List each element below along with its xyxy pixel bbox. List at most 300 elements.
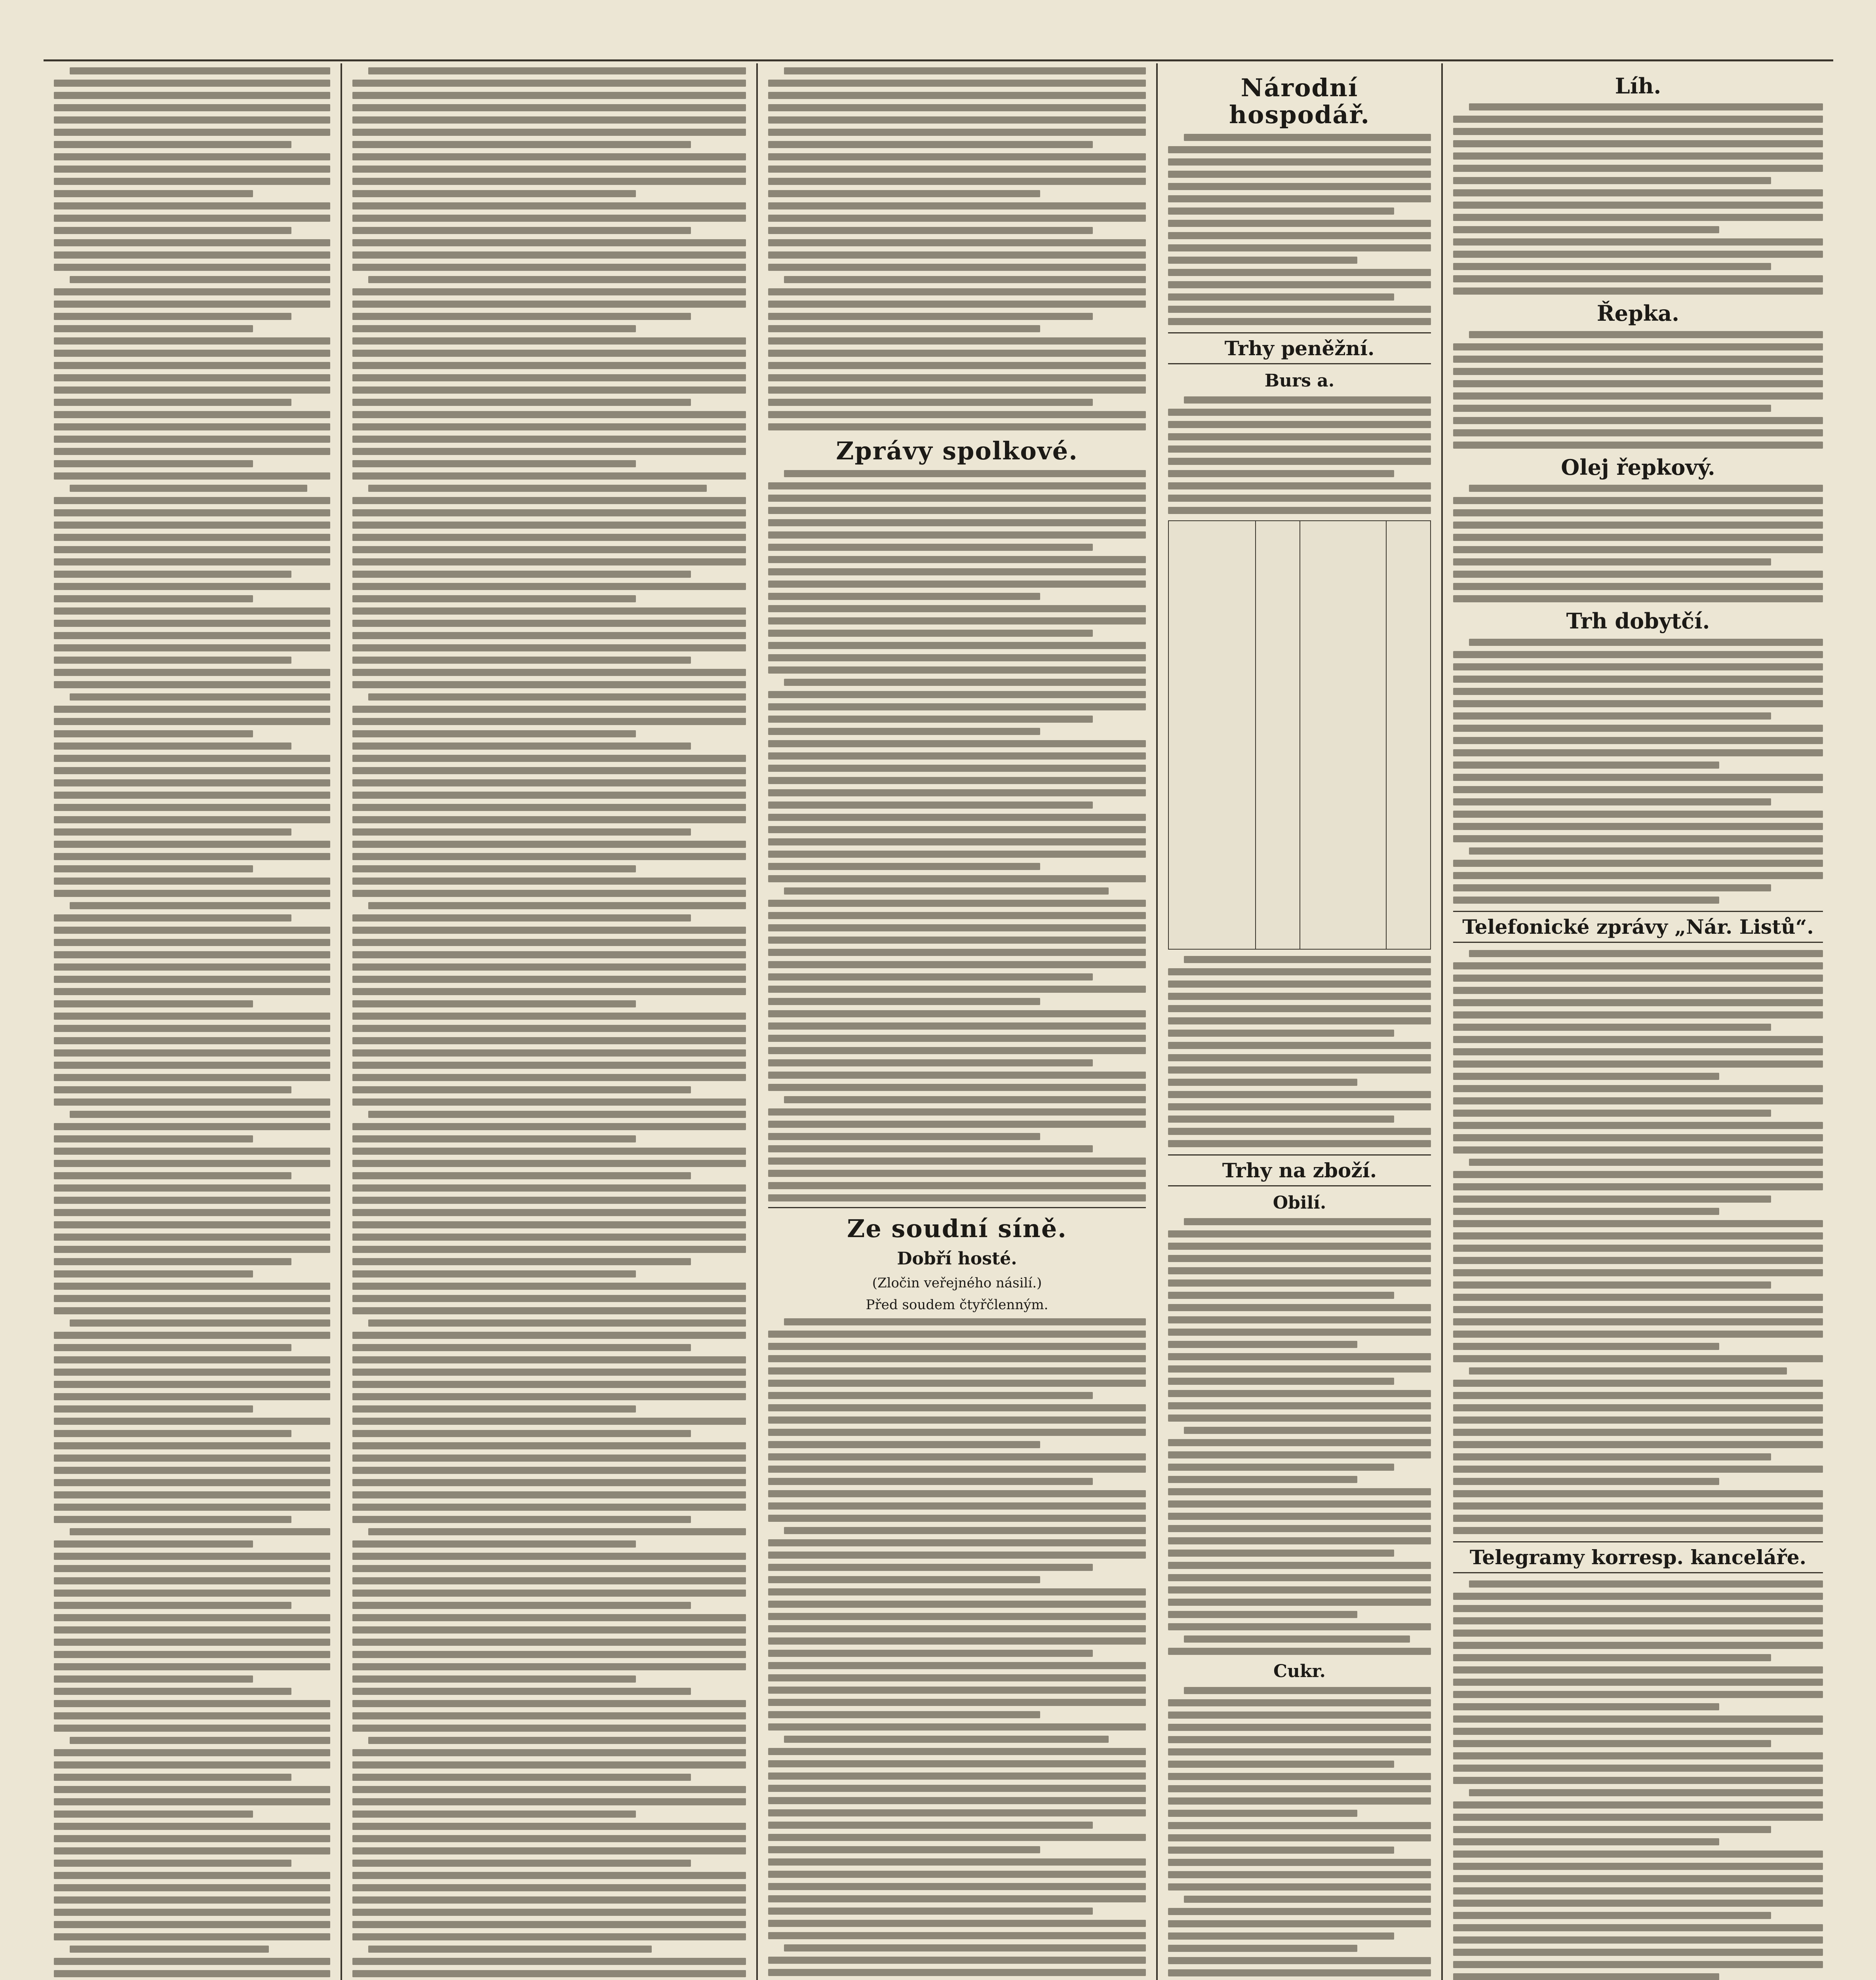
text-line [1168, 1797, 1431, 1805]
text-line [54, 1577, 330, 1584]
text-line [54, 509, 330, 516]
text-line [1453, 897, 1719, 904]
text-line [352, 988, 746, 995]
text-line [54, 657, 291, 664]
text-line [54, 448, 330, 455]
text-line [54, 1602, 291, 1609]
text-line [1168, 293, 1394, 301]
text-line [352, 1074, 746, 1081]
text-line [1168, 1957, 1431, 1964]
text-line [768, 900, 1146, 907]
text-line [54, 534, 330, 541]
text-line [768, 912, 1146, 919]
text-line [1453, 1097, 1823, 1104]
text-line [352, 1847, 746, 1854]
text-line [352, 767, 746, 774]
text-line [1453, 1912, 1771, 1919]
text-line [352, 460, 636, 467]
text-line [352, 1442, 746, 1449]
text-line [352, 632, 746, 639]
text-line [54, 1479, 330, 1486]
text-line [1453, 1171, 1823, 1178]
text-line [768, 544, 1093, 551]
text-line [768, 1920, 1146, 1927]
text-line [54, 1614, 330, 1621]
section-heading-telegramy: Telegramy korresp. kanceláře. [1453, 1541, 1823, 1573]
column-4-text-c [1168, 956, 1431, 1147]
text-line [1168, 1439, 1431, 1446]
text-line [352, 1590, 746, 1597]
text-line [768, 654, 1146, 661]
text-line [768, 1723, 1146, 1731]
text-line [1168, 1969, 1431, 1976]
text-line [768, 1453, 1146, 1460]
text-line [768, 703, 1146, 710]
text-line [352, 1295, 746, 1302]
text-line [768, 765, 1146, 772]
text-line [1168, 1017, 1431, 1024]
text-line [1469, 1367, 1787, 1375]
text-line [54, 976, 330, 983]
text-line [70, 1946, 269, 1953]
text-line [368, 1946, 652, 1953]
text-line [54, 1356, 330, 1363]
text-line [54, 718, 330, 725]
text-line [768, 556, 1146, 563]
text-line [352, 828, 691, 836]
text-line [352, 178, 746, 185]
text-line [352, 104, 746, 111]
text-line [1469, 847, 1823, 855]
text-line [1168, 257, 1357, 264]
text-line [54, 215, 330, 222]
text-line [1453, 1122, 1823, 1129]
text-line [768, 129, 1146, 136]
divider [768, 1207, 1146, 1208]
text-line [1453, 1851, 1823, 1858]
text-line [352, 1455, 746, 1462]
subheading-trh-dobytci: Trh dobytčí. [1566, 608, 1710, 634]
text-line [1453, 392, 1823, 400]
column-4-text-e [1168, 1687, 1431, 1980]
text-line [768, 814, 1146, 821]
text-line [768, 789, 1146, 796]
text-line [768, 1367, 1146, 1375]
text-line [1453, 1691, 1823, 1698]
text-line [54, 1074, 330, 1081]
text-line [54, 350, 330, 357]
text-line [768, 1158, 1146, 1165]
text-line [1453, 1826, 1771, 1833]
text-line [1184, 956, 1431, 963]
text-line [70, 485, 307, 492]
text-line [1453, 442, 1823, 449]
text-line [352, 1516, 691, 1523]
text-line [54, 399, 291, 406]
text-line [768, 691, 1146, 698]
text-line [54, 411, 330, 418]
text-line [768, 961, 1146, 968]
text-line [768, 998, 1040, 1005]
text-line [1168, 1648, 1431, 1655]
text-line [352, 1798, 746, 1805]
text-line [352, 730, 636, 737]
text-line [352, 1283, 746, 1290]
text-line [768, 1662, 1146, 1669]
text-line [70, 1111, 330, 1118]
text-line [54, 1197, 330, 1204]
text-line [1453, 368, 1823, 375]
text-line [54, 865, 253, 872]
text-line [54, 1283, 330, 1290]
text-line [1453, 1380, 1823, 1387]
text-line [352, 669, 746, 676]
text-line [1453, 1429, 1823, 1436]
text-line [768, 1466, 1146, 1473]
text-line [352, 1811, 636, 1818]
text-line [1453, 571, 1823, 578]
text-line [1453, 1715, 1823, 1723]
text-line [54, 1086, 291, 1093]
text-line [768, 740, 1146, 747]
text-line [352, 1356, 746, 1363]
text-line [768, 863, 1040, 870]
text-line [54, 497, 330, 504]
text-line [1168, 1451, 1431, 1458]
text-line [768, 1797, 1146, 1804]
text-line [1453, 1924, 1823, 1931]
text-line [352, 264, 746, 271]
text-line [768, 507, 1146, 514]
text-line [768, 1613, 1146, 1620]
text-line [768, 1380, 1146, 1387]
text-line [54, 1663, 330, 1670]
text-line [1453, 287, 1823, 295]
text-line [1453, 1814, 1823, 1821]
text-line [352, 1184, 746, 1192]
text-line [352, 1172, 691, 1179]
text-line [768, 1022, 1146, 1030]
text-line [1168, 1304, 1431, 1311]
text-line [1453, 1208, 1719, 1215]
text-line [352, 1197, 746, 1204]
text-line [784, 1318, 1146, 1325]
text-line [54, 1712, 330, 1719]
text-line [1184, 1687, 1431, 1694]
text-line [768, 1331, 1146, 1338]
text-line [1453, 1269, 1823, 1276]
text-line [768, 1502, 1146, 1510]
text-line [1168, 1390, 1431, 1397]
text-line [352, 386, 746, 394]
text-line [54, 1847, 330, 1854]
text-line [1168, 1712, 1431, 1719]
text-line [54, 436, 330, 443]
text-line [54, 386, 330, 394]
text-line [1453, 1281, 1771, 1289]
text-line [352, 755, 746, 762]
text-line [352, 571, 691, 578]
text-line [352, 779, 746, 786]
text-line [1453, 725, 1823, 732]
text-line [1168, 146, 1431, 153]
text-line [768, 1539, 1146, 1546]
text-line [368, 485, 707, 492]
text-line [1453, 1048, 1823, 1055]
text-line [768, 313, 1093, 320]
text-line [1453, 1949, 1823, 1956]
text-line [1453, 116, 1823, 123]
text-line [1453, 1900, 1823, 1907]
section-heading-trhy-na-zbozi: Trhy na zboží. [1168, 1154, 1431, 1186]
text-line [784, 67, 1146, 74]
text-line [352, 595, 636, 602]
text-line [352, 1332, 746, 1339]
text-line [1168, 1773, 1431, 1780]
text-line [768, 1687, 1146, 1694]
text-line [1168, 1267, 1431, 1274]
text-line [768, 1576, 1040, 1583]
text-line [1168, 183, 1431, 190]
text-line [768, 166, 1146, 173]
text-line [1168, 1279, 1431, 1287]
text-line [352, 1086, 691, 1093]
text-line [768, 1772, 1146, 1780]
text-line [54, 264, 330, 271]
text-line [768, 1588, 1146, 1595]
text-line [1453, 1073, 1719, 1080]
text-line [352, 1835, 746, 1842]
column-3-text-top [768, 67, 1146, 430]
text-line [1168, 433, 1431, 440]
text-line [54, 742, 291, 750]
text-line [54, 1393, 330, 1400]
text-line [368, 1111, 746, 1118]
text-line [1469, 1159, 1823, 1166]
text-line [54, 1749, 330, 1756]
text-line [54, 988, 330, 995]
text-line [1453, 1777, 1823, 1784]
text-line [1453, 1060, 1823, 1068]
text-line [352, 706, 746, 713]
text-line [352, 116, 746, 124]
text-line [768, 875, 1146, 882]
text-line [1453, 1478, 1719, 1485]
column-4-text-d [1168, 1218, 1431, 1655]
text-line [768, 1637, 1146, 1645]
text-line [1453, 1404, 1823, 1411]
text-line [352, 914, 691, 921]
column-1-text [54, 67, 330, 1980]
text-line [1168, 1103, 1431, 1110]
text-line [54, 1933, 330, 1940]
text-line [768, 568, 1146, 575]
text-line [352, 1725, 746, 1732]
text-line [1453, 546, 1823, 553]
column-5-text-c [1453, 485, 1823, 602]
text-line [54, 804, 330, 811]
text-line [352, 1369, 746, 1376]
text-line [1168, 980, 1431, 988]
text-line [352, 202, 746, 209]
text-line [352, 1135, 636, 1142]
text-line [768, 826, 1146, 833]
text-line [1168, 1476, 1357, 1483]
text-line [1453, 275, 1823, 282]
text-line [1168, 409, 1431, 416]
text-line [1453, 1490, 1823, 1497]
text-line [1168, 1599, 1431, 1606]
text-line [54, 1369, 330, 1376]
text-line [352, 607, 746, 615]
text-line [54, 730, 253, 737]
text-line [54, 1504, 330, 1511]
text-line [352, 1491, 746, 1498]
text-line [1453, 1392, 1823, 1399]
text-line [352, 963, 746, 971]
text-line [768, 1416, 1146, 1424]
text-line [54, 129, 330, 136]
text-line [352, 1405, 636, 1413]
text-line [1453, 1257, 1823, 1264]
text-line [1453, 1183, 1823, 1190]
text-line [1453, 140, 1823, 147]
text-line [54, 558, 330, 565]
text-line [768, 838, 1146, 845]
text-line [54, 1921, 330, 1928]
text-line [54, 1626, 330, 1634]
text-line [1184, 1427, 1431, 1434]
text-line [1453, 1085, 1823, 1092]
text-line [784, 1527, 1146, 1534]
text-line [1168, 195, 1431, 202]
text-line [1453, 1593, 1823, 1600]
text-line [768, 1932, 1146, 1939]
text-line [352, 620, 746, 627]
text-line [784, 276, 1146, 283]
text-line [54, 1823, 330, 1830]
text-line [352, 1970, 746, 1977]
text-line [784, 1096, 1146, 1103]
text-line [54, 706, 330, 713]
text-line [1453, 238, 1823, 246]
text-line [352, 1504, 746, 1511]
text-line [1168, 1316, 1431, 1323]
text-line [1453, 884, 1771, 891]
text-line [352, 239, 746, 246]
column-5 [1443, 67, 1833, 1980]
text-line [1453, 1134, 1823, 1141]
text-line [352, 890, 746, 897]
article-subtitle: (Zločin veřejného násilí.) [872, 1275, 1042, 1291]
text-line [352, 1209, 746, 1216]
text-line [54, 1430, 291, 1437]
text-line [54, 1172, 291, 1179]
text-line [352, 976, 746, 983]
text-line [352, 227, 691, 234]
subheading-olej-repkovy: Olej řepkový. [1561, 454, 1715, 480]
text-line [54, 374, 330, 381]
text-line [352, 1553, 746, 1560]
text-line [352, 558, 746, 565]
text-line [768, 1650, 1093, 1657]
text-line [54, 1062, 330, 1069]
text-line [1453, 128, 1823, 135]
text-line [768, 1908, 1093, 1915]
text-line [768, 1711, 1040, 1718]
text-line [54, 251, 330, 259]
text-line [54, 1455, 330, 1462]
text-line [352, 1896, 746, 1904]
text-line [54, 1639, 330, 1646]
text-line [352, 1749, 746, 1756]
text-line [54, 816, 330, 823]
text-line [1168, 1623, 1431, 1630]
text-line [352, 1565, 746, 1572]
text-line [352, 337, 746, 345]
column-1 [44, 67, 341, 1980]
text-line [54, 239, 330, 246]
text-line [54, 755, 330, 762]
text-line [768, 1392, 1093, 1399]
text-line [54, 325, 253, 332]
article-court-line: Před soudem čtyřčlenným. [866, 1297, 1048, 1313]
text-line [352, 509, 746, 516]
text-line [352, 927, 746, 934]
text-line [1453, 1318, 1823, 1325]
text-line [54, 1688, 291, 1695]
text-line [768, 116, 1146, 124]
text-line [1168, 1005, 1431, 1012]
text-line [784, 679, 1146, 686]
text-line [768, 1785, 1146, 1792]
text-line [1453, 1036, 1823, 1043]
text-line [768, 1047, 1146, 1054]
text-line [1453, 774, 1823, 781]
text-line [352, 1700, 746, 1707]
text-line [1168, 1724, 1431, 1731]
subheading-cukr: Cukr. [1273, 1661, 1326, 1682]
text-line [352, 399, 691, 406]
text-line [1453, 1875, 1823, 1882]
text-line [768, 1822, 1093, 1829]
text-line [368, 902, 746, 909]
text-line [768, 1170, 1146, 1177]
text-line [54, 792, 330, 799]
text-line [768, 1121, 1146, 1128]
text-line [768, 264, 1146, 271]
text-line [768, 374, 1146, 381]
text-line [1453, 737, 1823, 744]
text-line [1453, 380, 1823, 387]
text-line [1168, 1785, 1431, 1792]
text-line [1168, 1822, 1431, 1829]
text-line [54, 927, 330, 934]
text-line [54, 853, 330, 860]
text-line [352, 1909, 746, 1916]
text-line [1453, 651, 1823, 658]
text-line [1453, 860, 1823, 867]
text-line [1168, 1562, 1431, 1569]
text-line [768, 1355, 1146, 1362]
text-line [768, 716, 1093, 723]
text-line [54, 288, 330, 295]
text-line [1453, 165, 1823, 172]
text-line [352, 1307, 746, 1314]
column-5-text-b [1453, 331, 1823, 449]
text-line [54, 767, 330, 774]
text-line [54, 166, 330, 173]
